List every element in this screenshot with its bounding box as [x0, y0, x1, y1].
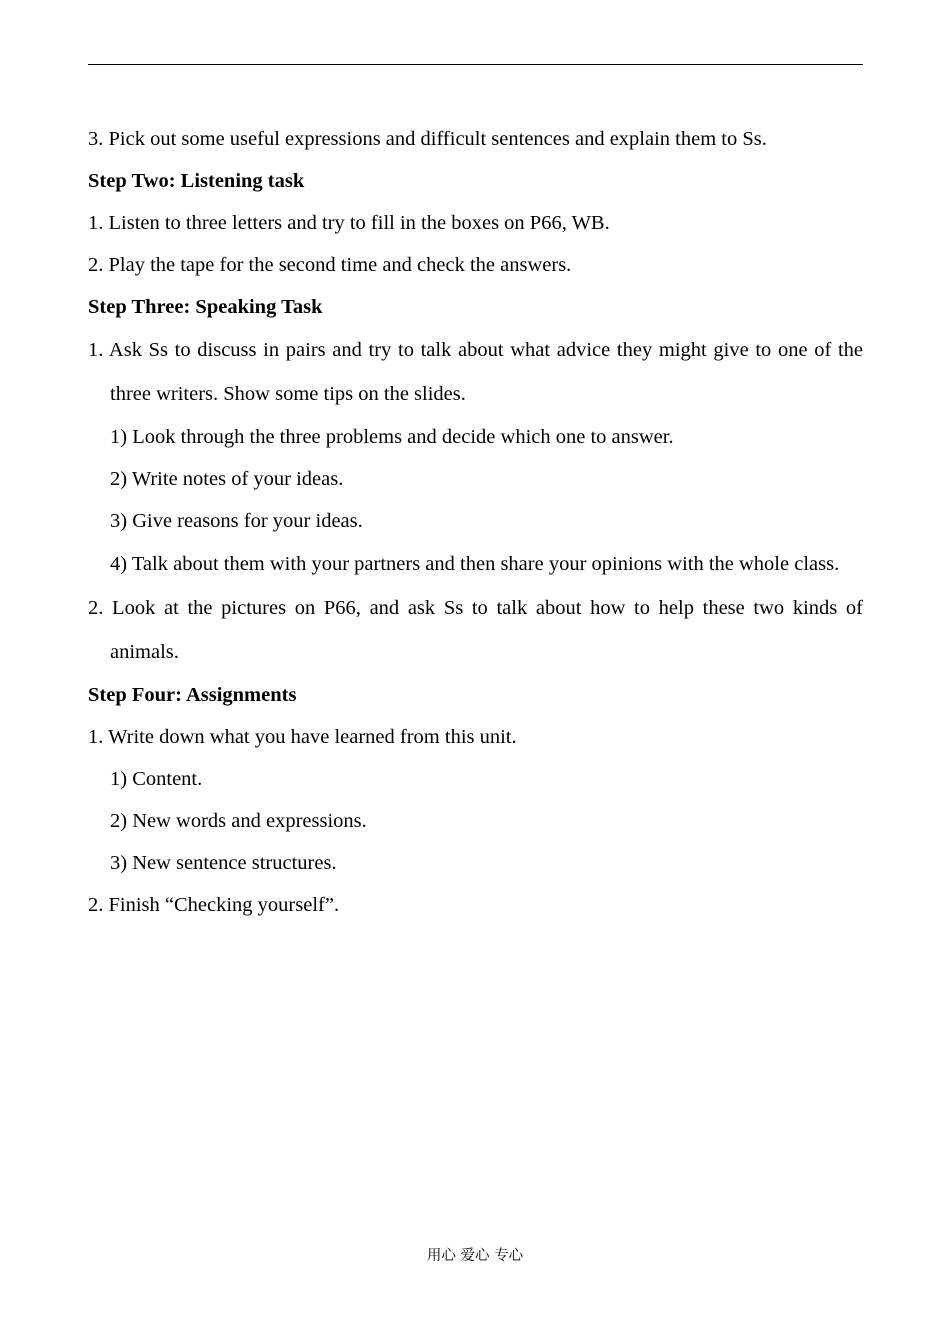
list-item: 1. Listen to three letters and try to fill in the boxes on P66, WB. — [88, 212, 610, 234]
sub-list-item: 2) New words and expressions. — [110, 810, 367, 832]
list-item: 1. Write down what you have learned from this unit. — [88, 726, 517, 748]
list-item: 2. Play the tape for the second time and check the answers. — [88, 254, 572, 276]
page-footer: 用心 爱心 专心 — [426, 1248, 524, 1264]
list-item: 1. Ask Ss to discuss in pairs and try to talk about what advice they might give to one of the three writers. Show some tips on the slides. — [88, 339, 863, 405]
section-heading: Step Four: Assignments — [88, 684, 297, 706]
sub-list-item: 1) Look through the three problems and decide which one to answer. — [110, 426, 674, 448]
document-body — [88, 118, 863, 926]
list-item: 3. Pick out some useful expressions and difficult sentences and explain them to Ss. — [88, 128, 767, 150]
sub-list-item: 2) Write notes of your ideas. — [110, 468, 344, 490]
list-item: 2. Finish “Checking yourself”. — [88, 894, 340, 916]
header-rule — [88, 64, 863, 65]
section-heading: Step Two: Listening task — [88, 170, 305, 192]
list-item: 2. Look at the pictures on P66, and ask Ss to talk about how to help these two kinds of animals. — [88, 597, 863, 663]
sub-list-item: 4) Talk about them with your partners and then share your opinions with the whole class. — [110, 553, 840, 575]
sub-list-item: 3) New sentence structures. — [110, 852, 337, 874]
sub-list-item: 1) Content. — [110, 768, 203, 790]
section-heading: Step Three: Speaking Task — [88, 296, 323, 318]
sub-list-item: 3) Give reasons for your ideas. — [110, 510, 363, 532]
